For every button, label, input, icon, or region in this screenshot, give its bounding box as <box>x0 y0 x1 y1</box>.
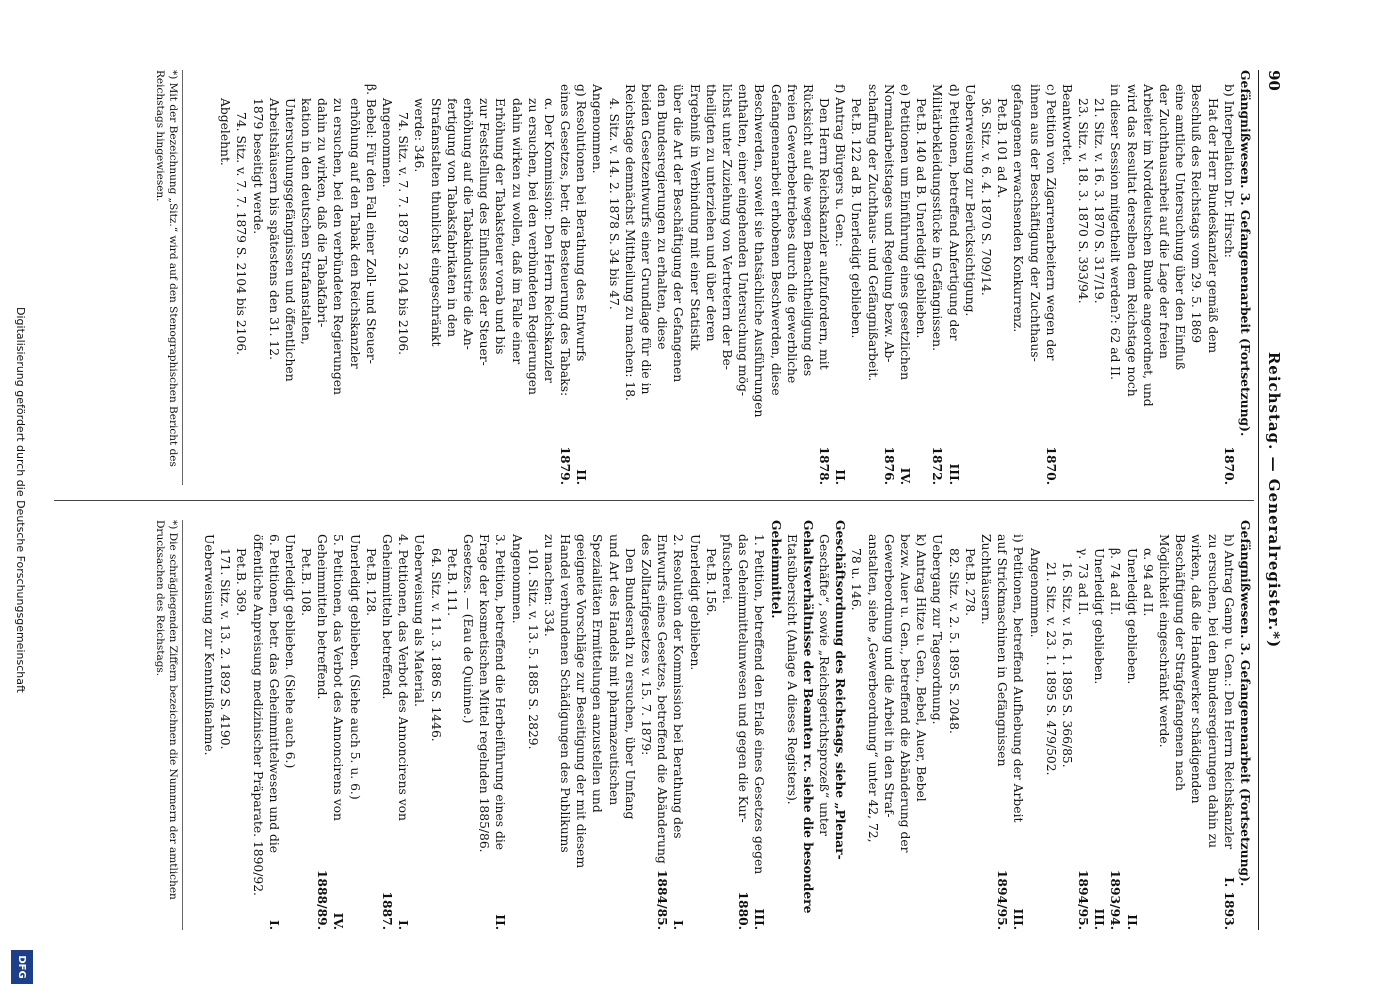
text-line <box>978 70 994 485</box>
text-line <box>686 520 702 930</box>
text-line <box>654 520 670 930</box>
line-text: zur Feststellung des Einflusses der Steuer- <box>477 98 492 366</box>
text-line <box>589 70 605 485</box>
text-line <box>751 520 767 930</box>
line-text: Unerledigt geblieben. <box>687 534 702 671</box>
line-text: Handel verbundenen Schädigungen des Publikums <box>558 534 573 853</box>
text-line <box>217 70 233 485</box>
text-line <box>427 520 443 930</box>
text-line <box>865 520 881 930</box>
text-line <box>492 520 508 930</box>
text-line <box>1204 520 1220 930</box>
line-text: ihnen aus der Beschäftigung der Zuchthaus- <box>1027 84 1042 362</box>
line-text: Unerledigt geblieben. (Siehe auch 5. u. 6.) <box>347 534 362 800</box>
line-text: zu ersuchen, bei den Bundesregierungen dahin zu <box>1205 534 1220 849</box>
session-marker: III. <box>752 908 768 930</box>
line-text: 36. Sitz. v. 6. 4. 1870 S. 709/14. <box>979 98 993 296</box>
line-text: 171. Sitz. v. 13. 2. 1892 S. 4190. <box>218 548 233 750</box>
page-title: Reichstag. — Generalregister.*) <box>1265 351 1283 649</box>
session-marker: 1870. <box>1221 446 1237 485</box>
line-text: Beschwerden, soweit sie thatsächliche Ausführungen <box>752 84 767 418</box>
session-marker: 1876. <box>881 446 897 485</box>
text-line <box>298 70 314 485</box>
line-text: k) Antrag Hitze u. Gen., Bebel, Auer, Bebel <box>914 534 929 802</box>
line-text: Zuchthäusern. <box>979 534 993 625</box>
line-text: 5. Petitionen, das Verbot des Annoncirens von <box>331 534 346 821</box>
text-line <box>525 520 541 930</box>
text-line <box>444 70 460 485</box>
line-text: erhöhung auf den Tabak den Reichskanzler <box>347 98 362 369</box>
line-text: gefangenen erwachsenden Konkurrenz. <box>1011 84 1026 333</box>
line-text: über die Art der Beschäftigung der Gefangenen <box>671 84 686 383</box>
line-text: das Geheimmittelunwesen und gegen die Kur- <box>736 534 751 823</box>
line-text: Normalarbeitstages und Regelung bezw. Ab- <box>881 84 896 363</box>
line-text: 21. Sitz. v. 16. 3. 1870 S. 317/19. <box>1092 98 1107 304</box>
line-text: i) Petitionen, betreffend Aufhebung der Arbeit <box>1011 534 1026 823</box>
text-line <box>1221 520 1237 930</box>
session-marker: II. <box>833 469 849 485</box>
line-text: 4. Sitz. v. 14. 2. 1878 S. 34 bis 47. <box>606 98 621 310</box>
text-line <box>330 70 346 485</box>
text-line <box>249 70 265 485</box>
line-text: Entwurfs eines Gesetzes, betreffend die Abänderung <box>655 534 670 864</box>
text-line <box>913 520 929 930</box>
text-line <box>1140 520 1156 930</box>
line-text: des Zolltarifgesetzes v. 15. 7. 1879: <box>639 534 654 756</box>
text-line <box>1237 70 1253 485</box>
footnote-left: *) Mit der Bezeichnung „Sitz.“ wird auf den Stenographischen Bericht des Reichstags hingewiesen. <box>153 70 183 485</box>
text-line <box>266 520 282 930</box>
line-text: in dieser Session mitgetheilt werden?: 62 ad II. <box>1108 84 1123 380</box>
line-text: Uebergang zur Tagesordnung. <box>930 534 945 725</box>
line-text: 64. Sitz. v. 11. 3. 1886 S. 1446. <box>428 548 443 742</box>
line-text: erhöhung auf die Tabakindustrie die An- <box>461 98 475 350</box>
line-text: Pet.B. 108. <box>299 548 314 617</box>
text-line <box>784 520 800 930</box>
line-text: 82. Sitz. v. 2. 5. 1895 S. 2048. <box>946 548 961 734</box>
text-line <box>347 70 363 485</box>
text-line <box>929 520 945 930</box>
text-line <box>201 520 217 930</box>
text-line <box>233 70 249 485</box>
line-text: Pet.B. 278. <box>962 548 977 617</box>
line-text: 21. Sitz. v. 23. 1. 1895 S. 479/502. <box>1043 562 1058 776</box>
line-text: Ueberweisung zur Kenntnißnahme. <box>202 534 216 756</box>
text-line <box>622 70 638 485</box>
line-text: α. 94 ad II. <box>1140 548 1155 617</box>
text-line <box>719 70 735 485</box>
text-line <box>848 70 864 485</box>
text-line <box>1043 70 1059 485</box>
text-line <box>606 520 622 930</box>
text-line <box>832 520 848 930</box>
text-line <box>654 70 670 485</box>
session-marker: IV. <box>331 912 347 930</box>
line-text: Beschluß des Reichstags vom 29. 5. 1869 <box>1189 84 1204 344</box>
text-line <box>800 70 816 485</box>
line-text: Geheimmitteln betreffend. <box>380 534 395 700</box>
line-text: enthalten, einer eingehenden Untersuchung mög- <box>736 84 751 396</box>
line-text: Pet.B. 128. <box>363 548 378 617</box>
column-divider <box>54 500 1254 501</box>
line-text: der Zuchthausarbeit auf die Lage der freien <box>1157 84 1172 359</box>
line-text: Pet.B. 122 ad B. Unerledigt geblieben. <box>849 98 864 339</box>
text-line <box>379 520 395 930</box>
line-text: g) Resolutionen bei Berathung des Entwurfs <box>574 84 589 362</box>
text-line <box>1091 520 1107 930</box>
text-line <box>606 70 622 485</box>
text-line <box>962 70 978 485</box>
line-text: Angenommen. <box>1027 548 1042 638</box>
line-text: Pet.B. 101 ad A. <box>995 98 1010 198</box>
header-rule <box>1258 70 1259 930</box>
session-marker: 1879. <box>558 446 574 485</box>
line-text: Möglichkeit eingeschränkt werde. <box>1157 534 1172 748</box>
text-line <box>1172 70 1188 485</box>
line-text: Gesetzes. — (Eau de Quinine.) <box>461 534 475 724</box>
text-line <box>460 520 476 930</box>
line-text: 101. Sitz. v. 13. 5. 1885 S. 2829. <box>525 548 540 750</box>
line-text: Pet.B. 369. <box>234 548 249 617</box>
session-marker: II. <box>493 914 509 930</box>
line-text: 1879 beseitigt werde. <box>250 98 265 235</box>
session-marker: IV. <box>898 467 914 485</box>
line-text: auf Strickmaschinen in Gefängnissen <box>995 534 1010 767</box>
line-text: lichst unter Zuziehung von Vertretern der Be- <box>720 84 734 370</box>
line-text: Strafanstalten thunlichst eingeschränkt <box>428 98 443 347</box>
line-text: und Art des Handels mit pharmazeutischen <box>606 534 621 806</box>
line-text: Den Herrn Reichskanzler aufzufordern, mit <box>817 98 832 370</box>
line-text: Arbeiter im Norddeutschen Bunde angeordnet, und <box>1140 84 1155 407</box>
text-line <box>751 70 767 485</box>
text-line <box>444 520 460 930</box>
text-line <box>557 520 573 930</box>
line-text: pfuscherei. <box>720 534 734 604</box>
line-text: Beantwortet. <box>1059 84 1074 166</box>
text-line <box>897 70 913 485</box>
text-line <box>735 70 751 485</box>
session-marker: III. <box>946 463 962 485</box>
text-line <box>767 520 783 930</box>
text-line <box>719 520 735 930</box>
text-line <box>1172 520 1188 930</box>
text-line <box>282 70 298 485</box>
text-line <box>1091 70 1107 485</box>
line-text: 2. Resolution der Kommission bei Berathung des <box>671 534 686 839</box>
line-text: geeignete Vorschläge zur Beseitigung der mit diesem <box>574 534 589 869</box>
session-marker: II. <box>1124 914 1140 930</box>
line-text: b) Interpellation Dr. Hirsch: <box>1221 84 1236 258</box>
session-marker: 1878. <box>817 446 833 485</box>
line-text: Gefängnißwesen. 3. Gefangenenarbeit (Fortsetzung). <box>1238 70 1253 437</box>
text-line <box>1059 70 1075 485</box>
text-line <box>945 70 961 485</box>
line-text: Ueberweisung zur Berücksichtigung. <box>962 84 977 317</box>
text-line <box>1188 70 1204 485</box>
line-text: 16. Sitz. v. 16. 1. 1895 S. 366/85. <box>1059 562 1074 768</box>
text-line <box>492 70 508 485</box>
dfg-logo: DFG <box>11 950 33 984</box>
line-text: Angenommen. <box>509 534 524 624</box>
line-text: beiden Gesetzentwurfs einer Grundlage für die in <box>639 84 654 395</box>
line-text: eines Gesetzes, betr. die Besteuerung des Tabaks: <box>558 84 573 397</box>
text-line <box>1221 70 1237 485</box>
line-text: zu machen: 334. <box>541 534 556 637</box>
line-text: γ. 73 ad II. <box>1076 548 1091 616</box>
line-text: Pet.B. 156. <box>703 548 718 617</box>
text-line <box>508 520 524 930</box>
line-text: Frage der kosmetischen Mittel regelnden 1885/86. <box>477 534 492 853</box>
text-line <box>460 70 476 485</box>
line-text: kation in den deutschen Strafanstalten, <box>299 98 314 345</box>
page-header <box>1261 70 1283 930</box>
line-text: 78 u. 146. <box>849 548 864 611</box>
line-text: Untersuchungsgefängnissen und öffentlichen <box>282 98 297 382</box>
line-text: theiligten zu unterziehen und über deren <box>703 84 718 342</box>
footnote-right: *) Die schrägliegenden Ziffern bezeichnen die Nummern der amtlichen Drucksachen des Reichstags. <box>153 520 183 930</box>
line-text: 4. Petitionen, das Verbot des Annoncirens von <box>396 534 411 821</box>
line-text: Pet.B. 140 ad B. Unerledigt geblieben. <box>914 98 929 339</box>
line-text: 6. Petitionen, betr. das Geheimmittelwesen und die <box>266 534 281 854</box>
line-text: 74. Sitz. v. 7. 7. 1879 S. 2104 bis 2106. <box>396 112 411 356</box>
text-line <box>816 70 832 485</box>
text-line <box>1107 520 1123 930</box>
text-line <box>670 520 686 930</box>
line-text: Ergebniß in Verbindung mit einer Statistik <box>687 84 702 351</box>
text-line <box>816 520 832 930</box>
text-line <box>832 70 848 485</box>
text-line <box>622 520 638 930</box>
line-text: dahin zu wirken, daß die Tabakfabri- <box>315 98 330 328</box>
session-marker: 1872. <box>930 446 946 485</box>
line-text: Geheimmittel. <box>768 520 784 619</box>
line-text: d) Petitionen, betreffend Anfertigung der <box>946 84 961 341</box>
session-marker: II. <box>574 469 590 485</box>
text-line <box>865 70 881 485</box>
line-text: eine amtliche Untersuchung über den Einfluß <box>1173 84 1188 371</box>
session-marker: 1893/94. <box>1108 869 1124 930</box>
text-line <box>573 70 589 485</box>
page-number: 90 <box>1265 70 1283 91</box>
text-line <box>978 520 994 930</box>
line-text: h) Antrag Gamp u. Gen.: Den Herrn Reichskanzler <box>1221 534 1236 850</box>
session-marker: 1880. <box>736 891 752 930</box>
text-line <box>282 520 298 930</box>
text-line <box>1043 520 1059 930</box>
line-text: Erhöhung der Tabaksteuer vorab und bis <box>493 98 508 355</box>
line-text: wirken, daß die Handwerker schädigenden <box>1189 534 1204 804</box>
text-line <box>379 70 395 485</box>
line-text: Rücksicht auf die wegen Benachtheiligung des <box>800 84 815 377</box>
text-line <box>1188 520 1204 930</box>
line-text: β. Bebel: Für den Fall einer Zoll- und Steuer- <box>363 84 378 364</box>
text-line <box>929 70 945 485</box>
text-line <box>994 70 1010 485</box>
session-marker: 1894/95. <box>1076 869 1092 930</box>
line-text: Arbeitshäusern bis spätestens den 31. 12. <box>266 98 281 360</box>
line-text: Unerledigt geblieben. <box>1092 548 1107 685</box>
text-line <box>1156 70 1172 485</box>
text-line <box>1204 70 1220 485</box>
text-line <box>913 70 929 485</box>
text-line <box>508 70 524 485</box>
line-text: 3. Petition, betreffend die Herbeiführung eines die <box>493 534 508 851</box>
line-text: 23. Sitz. v. 18. 3. 1870 S. 393/94. <box>1076 98 1091 304</box>
text-line <box>249 520 265 930</box>
text-line <box>298 520 314 930</box>
text-line <box>670 70 686 485</box>
line-text: Geschäftsordnung des Reichstags, siehe „Plenar- <box>833 520 849 860</box>
text-line <box>1010 520 1026 930</box>
text-line <box>573 520 589 930</box>
session-marker: I. <box>396 919 412 930</box>
text-line <box>395 70 411 485</box>
text-line <box>703 70 719 485</box>
text-line <box>1075 70 1091 485</box>
text-line <box>411 520 427 930</box>
line-text: zu ersuchen, bei den verbündeten Regierungen <box>525 98 540 395</box>
text-line <box>233 520 249 930</box>
text-line <box>541 70 557 485</box>
text-line <box>1107 70 1123 485</box>
line-text: Den Bundesrath zu ersuchen, über Umfang <box>622 548 637 820</box>
text-line <box>1026 70 1042 485</box>
text-line <box>1156 520 1172 930</box>
line-text: Hat der Herr Bundeskanzler gemäß dem <box>1205 98 1220 354</box>
line-text: Beschäftigung der Strafgefangenen nach <box>1173 534 1188 791</box>
session-marker: 1884/85. <box>655 869 671 930</box>
session-marker: I. 1893. <box>1221 877 1237 930</box>
line-text: Gewerbeordnung und die Arbeit in den Straf- <box>881 534 896 818</box>
text-line <box>848 520 864 930</box>
line-text: anstalten, siehe „Gewerbeordnung“ unter 42, 72, <box>865 534 880 843</box>
text-line <box>881 520 897 930</box>
session-marker: 1870. <box>1043 446 1059 485</box>
line-text: Unerledigt geblieben. <box>1124 548 1139 685</box>
line-text: Pet.B. 111. <box>444 548 459 617</box>
line-text: bezw. Auer u. Gen., betreffend die Abänderung der <box>898 534 913 853</box>
line-text: den Bundesregierungen zu erhalten, diese <box>655 84 670 350</box>
text-line <box>363 520 379 930</box>
line-text: fertigung von Tabaksfabrikaten in den <box>444 98 459 338</box>
text-line <box>525 70 541 485</box>
text-line <box>800 520 816 930</box>
line-text: Militärbekleidungsstücke in Gefängnissen. <box>930 84 945 351</box>
line-text: Spezialitäten Ermittelungen anzustellen und <box>590 534 605 813</box>
line-text: Etatsübersicht (Anlage A dieses Registers). <box>784 534 799 805</box>
line-text: β. 74 ad II. <box>1108 548 1123 616</box>
text-line <box>217 520 233 930</box>
text-line <box>638 520 654 930</box>
text-line <box>476 70 492 485</box>
text-line <box>330 520 346 930</box>
line-text: zu ersuchen, bei den verbündeten Regierungen <box>331 98 346 395</box>
line-text: werde: 346. <box>412 98 427 173</box>
text-line <box>314 70 330 485</box>
line-text: Gehaltsverhältnisse der Beamten rc. siehe die besondere <box>800 520 816 914</box>
line-text: öffentliche Anpreisung medizinischer Präparate. 1890/92. <box>250 534 265 896</box>
text-line <box>881 70 897 485</box>
digitization-credit: Digitalisierung gefördert durch die Deutsche Forschungsgemeinschaft <box>14 307 27 693</box>
line-text: Angenommen. <box>380 98 395 188</box>
text-line <box>363 70 379 485</box>
line-text: Gefangenenarbeit erhobenen Beschwerden, diese <box>768 84 783 396</box>
right-column <box>201 520 1253 930</box>
text-line <box>962 520 978 930</box>
session-marker: 1894/95. <box>995 869 1011 930</box>
text-line <box>784 70 800 485</box>
line-text: α. Der Kommission: Den Herrn Reichskanzler <box>541 98 556 383</box>
line-text: Abgelehnt. <box>218 98 233 166</box>
text-line <box>314 520 330 930</box>
line-text: Angenommen. <box>590 84 605 174</box>
text-line <box>1026 520 1042 930</box>
line-text: f) Antrag Bürgers u. Gen.: <box>833 84 848 247</box>
text-line <box>427 70 443 485</box>
line-text: Unerledigt geblieben. (Siehe auch 6.) <box>282 534 297 769</box>
text-line <box>767 70 783 485</box>
line-text: 74. Sitz. v. 7. 7. 1879 S. 2104 bis 2106. <box>234 112 249 356</box>
text-line <box>703 520 719 930</box>
text-line <box>1140 70 1156 485</box>
line-text: wird das Resultat derselben dem Reichstage noch <box>1124 84 1139 397</box>
line-text: Reichstage demnächst Mittheilung zu machen: 18. <box>622 84 637 401</box>
session-marker: III. <box>1092 908 1108 930</box>
line-text: Geschäfte“, sowie „Reichsgerichtsprozeß“ unter <box>817 534 832 837</box>
line-text: e) Petitionen um Einführung eines gesetzlichen <box>898 84 913 381</box>
text-line <box>395 520 411 930</box>
line-text: schaffung der Zuchthaus- und Gefängnißarbeit. <box>865 84 880 382</box>
text-line <box>347 520 363 930</box>
text-line <box>897 520 913 930</box>
session-marker: I. <box>266 919 282 930</box>
session-marker: 1887. <box>380 891 396 930</box>
left-column <box>217 70 1253 485</box>
line-text: c) Petition von Zigarrenarbeitern wegen der <box>1043 84 1058 361</box>
text-line <box>541 520 557 930</box>
line-text: 1. Petition, betreffend den Erlaß eines Gesetzes gegen <box>752 534 767 875</box>
text-line <box>994 520 1010 930</box>
line-text: dahin wirken zu wollen, daß im Falle einer <box>509 98 524 365</box>
text-line <box>1075 520 1091 930</box>
text-line <box>1237 520 1253 930</box>
session-marker: III. <box>1011 908 1027 930</box>
text-line <box>1124 70 1140 485</box>
line-text: Gefängnißwesen. 3. Gefangenenarbeit (Fortsetzung). <box>1238 520 1253 887</box>
line-text: Geheimmitteln betreffend. <box>315 534 330 700</box>
text-line <box>1124 520 1140 930</box>
session-marker: I. <box>671 919 687 930</box>
text-line <box>411 70 427 485</box>
text-line <box>1010 70 1026 485</box>
text-line <box>735 520 751 930</box>
text-line <box>589 520 605 930</box>
text-line <box>476 520 492 930</box>
line-text: Ueberweisung als Material. <box>412 534 427 707</box>
text-line <box>686 70 702 485</box>
session-marker: 1888/89. <box>315 869 331 930</box>
text-line <box>945 520 961 930</box>
text-line <box>1059 520 1075 930</box>
line-text: freien Gewerbebetriebes durch die gewerbliche <box>784 84 799 384</box>
text-line <box>638 70 654 485</box>
text-line <box>266 70 282 485</box>
text-line <box>557 70 573 485</box>
